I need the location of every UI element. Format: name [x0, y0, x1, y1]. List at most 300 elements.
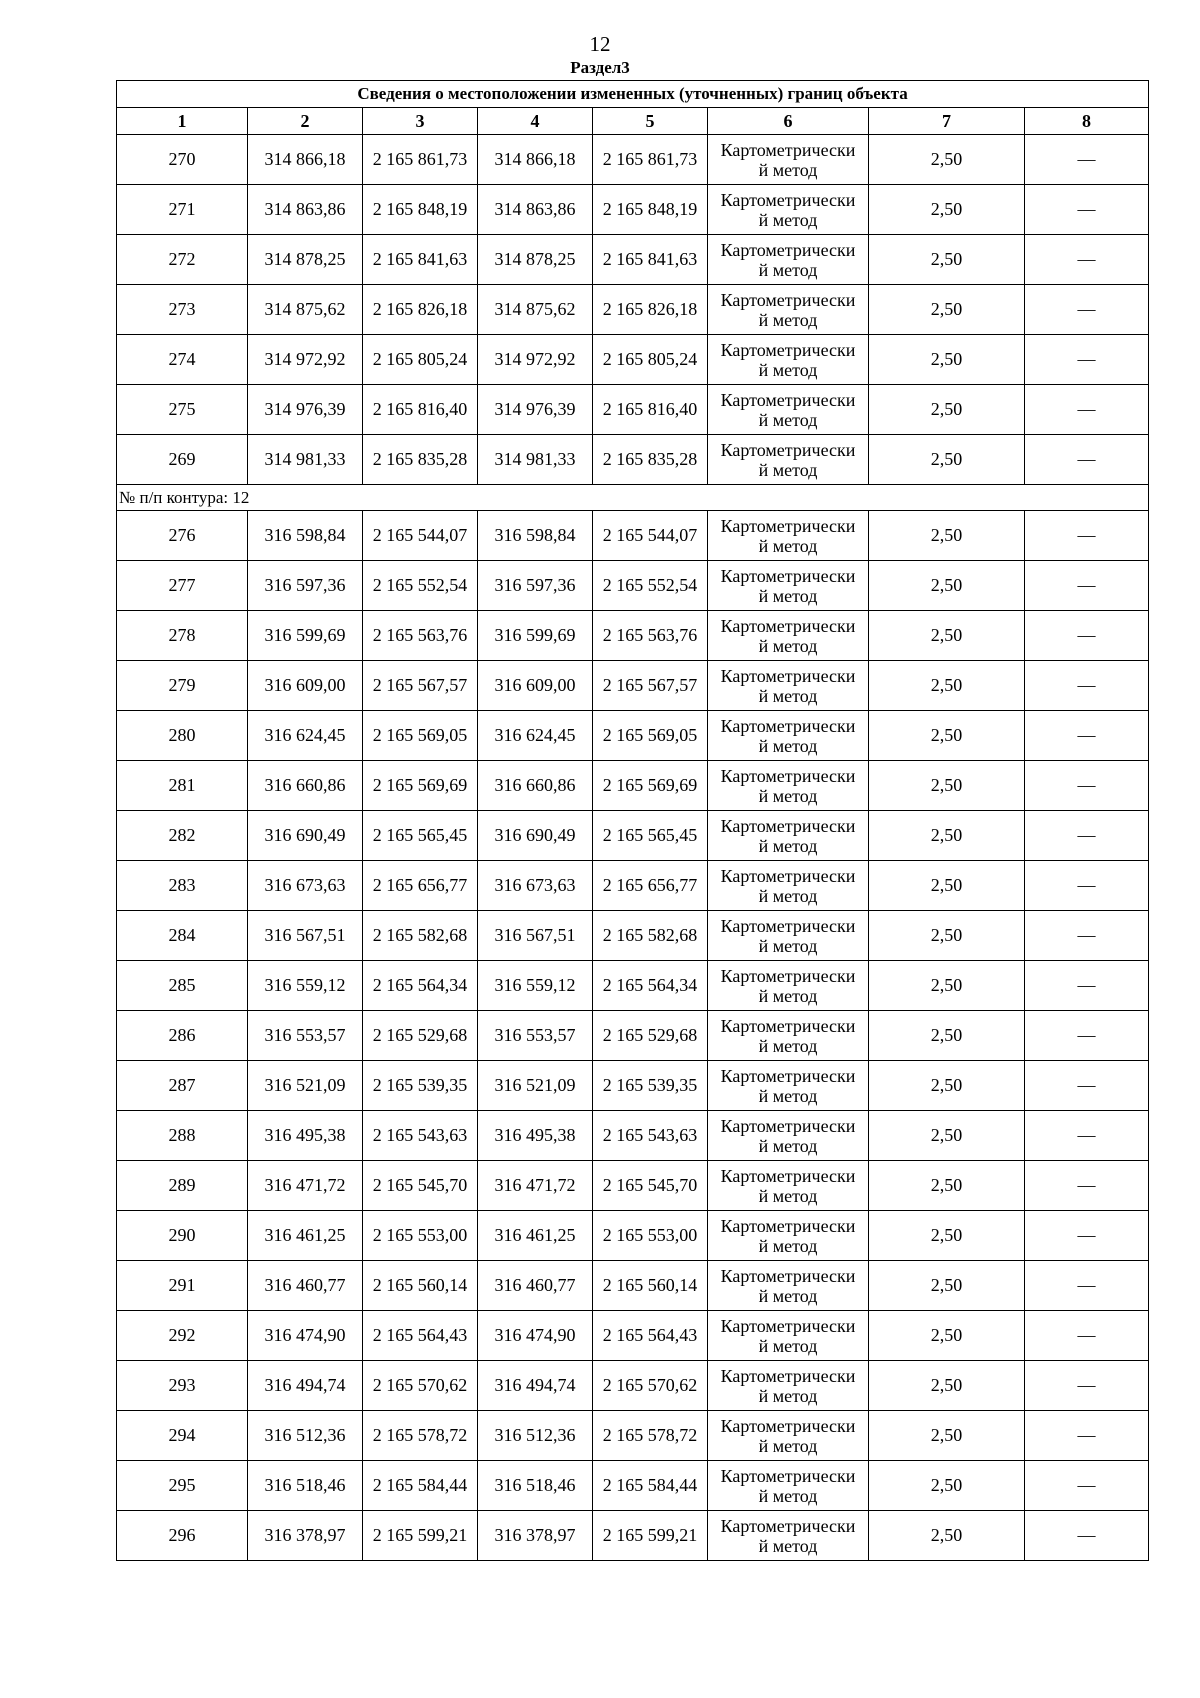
point-number: 287	[117, 1061, 248, 1111]
y-coord-existing: 2 165 805,24	[363, 335, 478, 385]
method-text: й метод	[758, 1085, 818, 1106]
x-coord-new: 314 866,18	[478, 135, 593, 185]
method-text: й метод	[758, 1385, 818, 1406]
description-cell: —	[1025, 1461, 1149, 1511]
x-coord-new: 314 878,25	[478, 235, 593, 285]
method-text: Картометрически	[720, 1515, 856, 1536]
y-coord-new: 2 165 564,34	[593, 961, 708, 1011]
description-cell: —	[1025, 235, 1149, 285]
y-coord-existing: 2 165 599,21	[363, 1511, 478, 1561]
method-text: й метод	[758, 985, 818, 1006]
method-text: Картометрически	[720, 439, 856, 460]
x-coord-new: 316 559,12	[478, 961, 593, 1011]
method-text: й метод	[758, 685, 818, 706]
y-coord-existing: 2 165 569,05	[363, 711, 478, 761]
description-cell: —	[1025, 435, 1149, 485]
table-row	[117, 761, 1149, 811]
table-row	[117, 1361, 1149, 1411]
method-text: Картометрически	[720, 965, 856, 986]
point-number: 272	[117, 235, 248, 285]
y-coord-new: 2 165 539,35	[593, 1061, 708, 1111]
x-coord-existing: 314 981,33	[248, 435, 363, 485]
table-row	[117, 185, 1149, 235]
x-coord-new: 316 673,63	[478, 861, 593, 911]
x-coord-new: 316 471,72	[478, 1161, 593, 1211]
y-coord-existing: 2 165 582,68	[363, 911, 478, 961]
table-row	[117, 235, 1149, 285]
method-text: Картометрически	[720, 515, 856, 536]
y-coord-new: 2 165 841,63	[593, 235, 708, 285]
accuracy-cell: 2,50	[869, 1211, 1025, 1261]
y-coord-new: 2 165 656,77	[593, 861, 708, 911]
x-coord-new: 316 690,49	[478, 811, 593, 861]
x-coord-existing: 316 690,49	[248, 811, 363, 861]
accuracy-cell: 2,50	[869, 1261, 1025, 1311]
y-coord-existing: 2 165 543,63	[363, 1111, 478, 1161]
table-row	[117, 1161, 1149, 1211]
method-cell	[708, 561, 869, 611]
method-text: й метод	[758, 1485, 818, 1506]
description-cell: —	[1025, 135, 1149, 185]
x-coord-existing: 314 866,18	[248, 135, 363, 185]
y-coord-new: 2 165 599,21	[593, 1511, 708, 1561]
table-row	[117, 611, 1149, 661]
x-coord-new: 314 981,33	[478, 435, 593, 485]
y-coord-existing: 2 165 567,57	[363, 661, 478, 711]
point-number: 286	[117, 1011, 248, 1061]
method-text: Картометрически	[720, 1465, 856, 1486]
y-coord-new: 2 165 552,54	[593, 561, 708, 611]
method-cell	[708, 1111, 869, 1161]
section-title: Раздел3	[570, 58, 630, 77]
description-cell: —	[1025, 761, 1149, 811]
y-coord-new: 2 165 560,14	[593, 1261, 708, 1311]
method-text: Картометрически	[720, 615, 856, 636]
x-coord-new: 316 567,51	[478, 911, 593, 961]
method-text: Картометрически	[720, 1115, 856, 1136]
y-coord-new: 2 165 567,57	[593, 661, 708, 711]
accuracy-cell: 2,50	[869, 1511, 1025, 1561]
y-coord-new: 2 165 584,44	[593, 1461, 708, 1511]
y-coord-new: 2 165 563,76	[593, 611, 708, 661]
y-coord-existing: 2 165 560,14	[363, 1261, 478, 1311]
method-text: й метод	[758, 635, 818, 656]
accuracy-cell: 2,50	[869, 185, 1025, 235]
method-text: й метод	[758, 935, 818, 956]
point-number: 278	[117, 611, 248, 661]
y-coord-new: 2 165 570,62	[593, 1361, 708, 1411]
table-row	[117, 285, 1149, 335]
method-text: й метод	[758, 1035, 818, 1056]
column-number: 3	[363, 108, 478, 135]
point-number: 279	[117, 661, 248, 711]
method-text: Картометрически	[720, 815, 856, 836]
description-cell: —	[1025, 861, 1149, 911]
method-cell	[708, 285, 869, 335]
y-coord-new: 2 165 543,63	[593, 1111, 708, 1161]
method-text: й метод	[758, 1535, 818, 1556]
x-coord-new: 316 474,90	[478, 1311, 593, 1361]
point-number: 285	[117, 961, 248, 1011]
method-text: Картометрически	[720, 1215, 856, 1236]
accuracy-cell: 2,50	[869, 561, 1025, 611]
contour-label: № п/п контура: 12	[117, 485, 1149, 511]
y-coord-existing: 2 165 584,44	[363, 1461, 478, 1511]
x-coord-new: 314 875,62	[478, 285, 593, 335]
description-cell: —	[1025, 1161, 1149, 1211]
accuracy-cell: 2,50	[869, 861, 1025, 911]
x-coord-existing: 316 378,97	[248, 1511, 363, 1561]
x-coord-existing: 316 559,12	[248, 961, 363, 1011]
x-coord-new: 316 461,25	[478, 1211, 593, 1261]
method-cell	[708, 911, 869, 961]
x-coord-new: 316 494,74	[478, 1361, 593, 1411]
table-row	[117, 335, 1149, 385]
method-text: Картометрически	[720, 865, 856, 886]
y-coord-new: 2 165 553,00	[593, 1211, 708, 1261]
method-text: Картометрически	[720, 1265, 856, 1286]
method-text: Картометрически	[720, 765, 856, 786]
method-text: й метод	[758, 785, 818, 806]
y-coord-existing: 2 165 544,07	[363, 511, 478, 561]
method-cell	[708, 435, 869, 485]
table-row	[117, 661, 1149, 711]
point-number: 288	[117, 1111, 248, 1161]
x-coord-new: 314 972,92	[478, 335, 593, 385]
table-row	[117, 1211, 1149, 1261]
accuracy-cell: 2,50	[869, 611, 1025, 661]
method-text: Картометрически	[720, 339, 856, 360]
method-text: Картометрически	[720, 389, 856, 410]
method-text: Картометрически	[720, 1015, 856, 1036]
accuracy-cell: 2,50	[869, 1461, 1025, 1511]
method-text: й метод	[758, 209, 818, 230]
accuracy-cell: 2,50	[869, 661, 1025, 711]
y-coord-new: 2 165 569,69	[593, 761, 708, 811]
method-text: Картометрически	[720, 1065, 856, 1086]
table-row	[117, 1011, 1149, 1061]
method-text: й метод	[758, 835, 818, 856]
x-coord-existing: 314 863,86	[248, 185, 363, 235]
method-text: Картометрически	[720, 1315, 856, 1336]
y-coord-new: 2 165 565,45	[593, 811, 708, 861]
column-number-row	[117, 108, 1149, 135]
method-text: й метод	[758, 309, 818, 330]
method-cell	[708, 511, 869, 561]
point-number: 271	[117, 185, 248, 235]
x-coord-new: 316 599,69	[478, 611, 593, 661]
method-text: й метод	[758, 1235, 818, 1256]
x-coord-new: 316 609,00	[478, 661, 593, 711]
y-coord-new: 2 165 848,19	[593, 185, 708, 235]
method-cell	[708, 1061, 869, 1111]
x-coord-existing: 316 598,84	[248, 511, 363, 561]
y-coord-new: 2 165 582,68	[593, 911, 708, 961]
description-cell: —	[1025, 1511, 1149, 1561]
table-row	[117, 435, 1149, 485]
point-number: 289	[117, 1161, 248, 1211]
y-coord-existing: 2 165 861,73	[363, 135, 478, 185]
x-coord-new: 316 518,46	[478, 1461, 593, 1511]
x-coord-new: 316 553,57	[478, 1011, 593, 1061]
x-coord-existing: 316 624,45	[248, 711, 363, 761]
method-text: Картометрически	[720, 139, 856, 160]
table-row	[117, 135, 1149, 185]
y-coord-existing: 2 165 578,72	[363, 1411, 478, 1461]
method-text: й метод	[758, 159, 818, 180]
page-number: 12	[589, 32, 611, 56]
description-cell: —	[1025, 1361, 1149, 1411]
table-row	[117, 1111, 1149, 1161]
y-coord-new: 2 165 569,05	[593, 711, 708, 761]
table-row	[117, 811, 1149, 861]
accuracy-cell: 2,50	[869, 285, 1025, 335]
accuracy-cell: 2,50	[869, 761, 1025, 811]
method-cell	[708, 711, 869, 761]
x-coord-existing: 316 471,72	[248, 1161, 363, 1211]
method-text: й метод	[758, 1285, 818, 1306]
accuracy-cell: 2,50	[869, 1411, 1025, 1461]
accuracy-cell: 2,50	[869, 335, 1025, 385]
y-coord-new: 2 165 529,68	[593, 1011, 708, 1061]
point-number: 274	[117, 335, 248, 385]
table-row	[117, 561, 1149, 611]
column-number: 7	[869, 108, 1025, 135]
point-number: 277	[117, 561, 248, 611]
accuracy-cell: 2,50	[869, 435, 1025, 485]
method-cell	[708, 811, 869, 861]
point-number: 281	[117, 761, 248, 811]
method-cell	[708, 1311, 869, 1361]
x-coord-existing: 314 972,92	[248, 335, 363, 385]
x-coord-existing: 316 521,09	[248, 1061, 363, 1111]
x-coord-existing: 314 878,25	[248, 235, 363, 285]
method-text: й метод	[758, 409, 818, 430]
x-coord-new: 316 598,84	[478, 511, 593, 561]
description-cell: —	[1025, 961, 1149, 1011]
y-coord-existing: 2 165 570,62	[363, 1361, 478, 1411]
method-text: й метод	[758, 259, 818, 280]
y-coord-existing: 2 165 816,40	[363, 385, 478, 435]
method-cell	[708, 1211, 869, 1261]
x-coord-existing: 316 553,57	[248, 1011, 363, 1061]
x-coord-existing: 316 494,74	[248, 1361, 363, 1411]
method-text: Картометрически	[720, 189, 856, 210]
point-number: 275	[117, 385, 248, 435]
x-coord-existing: 316 673,63	[248, 861, 363, 911]
method-cell	[708, 611, 869, 661]
accuracy-cell: 2,50	[869, 711, 1025, 761]
table-row	[117, 1311, 1149, 1361]
accuracy-cell: 2,50	[869, 811, 1025, 861]
description-cell: —	[1025, 1061, 1149, 1111]
method-cell	[708, 1011, 869, 1061]
column-number: 1	[117, 108, 248, 135]
method-text: Картометрически	[720, 715, 856, 736]
description-cell: —	[1025, 611, 1149, 661]
x-coord-existing: 314 875,62	[248, 285, 363, 335]
method-cell	[708, 185, 869, 235]
point-number: 293	[117, 1361, 248, 1411]
point-number: 290	[117, 1211, 248, 1261]
column-number: 4	[478, 108, 593, 135]
description-cell: —	[1025, 711, 1149, 761]
y-coord-new: 2 165 861,73	[593, 135, 708, 185]
method-cell	[708, 235, 869, 285]
method-text: Картометрически	[720, 1415, 856, 1436]
point-number: 276	[117, 511, 248, 561]
x-coord-existing: 316 518,46	[248, 1461, 363, 1511]
x-coord-existing: 314 976,39	[248, 385, 363, 435]
y-coord-existing: 2 165 826,18	[363, 285, 478, 335]
method-cell	[708, 861, 869, 911]
y-coord-new: 2 165 805,24	[593, 335, 708, 385]
y-coord-new: 2 165 826,18	[593, 285, 708, 335]
table-row	[117, 1461, 1149, 1511]
accuracy-cell: 2,50	[869, 1311, 1025, 1361]
method-text: Картометрически	[720, 239, 856, 260]
y-coord-existing: 2 165 835,28	[363, 435, 478, 485]
y-coord-new: 2 165 816,40	[593, 385, 708, 435]
description-cell: —	[1025, 1311, 1149, 1361]
x-coord-existing: 316 597,36	[248, 561, 363, 611]
method-cell	[708, 1511, 869, 1561]
y-coord-existing: 2 165 539,35	[363, 1061, 478, 1111]
accuracy-cell: 2,50	[869, 1111, 1025, 1161]
method-text: й метод	[758, 535, 818, 556]
method-text: й метод	[758, 885, 818, 906]
x-coord-new: 316 624,45	[478, 711, 593, 761]
description-cell: —	[1025, 1411, 1149, 1461]
y-coord-existing: 2 165 569,69	[363, 761, 478, 811]
x-coord-new: 316 660,86	[478, 761, 593, 811]
description-cell: —	[1025, 335, 1149, 385]
y-coord-existing: 2 165 553,00	[363, 1211, 478, 1261]
x-coord-new: 316 512,36	[478, 1411, 593, 1461]
table-row	[117, 1511, 1149, 1561]
method-cell	[708, 1461, 869, 1511]
table-row	[117, 961, 1149, 1011]
description-cell: —	[1025, 1011, 1149, 1061]
method-text: Картометрически	[720, 289, 856, 310]
table-body-contour-prev	[117, 135, 1149, 485]
column-number: 6	[708, 108, 869, 135]
method-text: Картометрически	[720, 665, 856, 686]
method-text: й метод	[758, 459, 818, 480]
accuracy-cell: 2,50	[869, 1361, 1025, 1411]
description-cell: —	[1025, 661, 1149, 711]
accuracy-cell: 2,50	[869, 385, 1025, 435]
point-number: 273	[117, 285, 248, 335]
description-cell: —	[1025, 185, 1149, 235]
x-coord-new: 314 976,39	[478, 385, 593, 435]
x-coord-existing: 316 460,77	[248, 1261, 363, 1311]
table-title: Сведения о местоположении измененных (уточненных) границ объекта	[117, 81, 1149, 108]
point-number: 291	[117, 1261, 248, 1311]
description-cell: —	[1025, 285, 1149, 335]
y-coord-new: 2 165 835,28	[593, 435, 708, 485]
table-row	[117, 911, 1149, 961]
description-cell: —	[1025, 1211, 1149, 1261]
method-text: й метод	[758, 735, 818, 756]
point-number: 269	[117, 435, 248, 485]
point-number: 296	[117, 1511, 248, 1561]
method-cell	[708, 1161, 869, 1211]
table-row	[117, 511, 1149, 561]
method-cell	[708, 135, 869, 185]
table-row	[117, 711, 1149, 761]
x-coord-existing: 316 495,38	[248, 1111, 363, 1161]
point-number: 295	[117, 1461, 248, 1511]
accuracy-cell: 2,50	[869, 1061, 1025, 1111]
x-coord-new: 316 521,09	[478, 1061, 593, 1111]
point-number: 282	[117, 811, 248, 861]
y-coord-existing: 2 165 564,34	[363, 961, 478, 1011]
accuracy-cell: 2,50	[869, 911, 1025, 961]
method-cell	[708, 1261, 869, 1311]
table-row	[117, 861, 1149, 911]
y-coord-existing: 2 165 656,77	[363, 861, 478, 911]
column-number: 2	[248, 108, 363, 135]
table-row	[117, 1411, 1149, 1461]
accuracy-cell: 2,50	[869, 961, 1025, 1011]
y-coord-new: 2 165 564,43	[593, 1311, 708, 1361]
method-text: Картометрически	[720, 1165, 856, 1186]
x-coord-existing: 316 512,36	[248, 1411, 363, 1461]
method-text: й метод	[758, 359, 818, 380]
accuracy-cell: 2,50	[869, 135, 1025, 185]
table-body-contour-12	[117, 511, 1149, 1561]
boundary-table	[116, 80, 1149, 1561]
method-cell	[708, 661, 869, 711]
x-coord-new: 316 597,36	[478, 561, 593, 611]
x-coord-new: 316 460,77	[478, 1261, 593, 1311]
point-number: 270	[117, 135, 248, 185]
description-cell: —	[1025, 1111, 1149, 1161]
method-text: Картометрически	[720, 1365, 856, 1386]
y-coord-existing: 2 165 848,19	[363, 185, 478, 235]
x-coord-existing: 316 567,51	[248, 911, 363, 961]
contour-header	[117, 485, 1149, 511]
accuracy-cell: 2,50	[869, 1011, 1025, 1061]
x-coord-existing: 316 660,86	[248, 761, 363, 811]
accuracy-cell: 2,50	[869, 1161, 1025, 1211]
method-cell	[708, 961, 869, 1011]
x-coord-new: 314 863,86	[478, 185, 593, 235]
point-number: 283	[117, 861, 248, 911]
method-text: й метод	[758, 1335, 818, 1356]
method-cell	[708, 1411, 869, 1461]
description-cell: —	[1025, 561, 1149, 611]
y-coord-existing: 2 165 529,68	[363, 1011, 478, 1061]
method-cell	[708, 1361, 869, 1411]
method-cell	[708, 385, 869, 435]
description-cell: —	[1025, 385, 1149, 435]
y-coord-existing: 2 165 545,70	[363, 1161, 478, 1211]
method-text: Картометрически	[720, 915, 856, 936]
accuracy-cell: 2,50	[869, 235, 1025, 285]
description-cell: —	[1025, 811, 1149, 861]
x-coord-existing: 316 474,90	[248, 1311, 363, 1361]
x-coord-new: 316 378,97	[478, 1511, 593, 1561]
x-coord-existing: 316 599,69	[248, 611, 363, 661]
x-coord-existing: 316 461,25	[248, 1211, 363, 1261]
method-text: й метод	[758, 1135, 818, 1156]
column-number: 5	[593, 108, 708, 135]
y-coord-existing: 2 165 565,45	[363, 811, 478, 861]
method-text: й метод	[758, 1185, 818, 1206]
table-row	[117, 385, 1149, 435]
